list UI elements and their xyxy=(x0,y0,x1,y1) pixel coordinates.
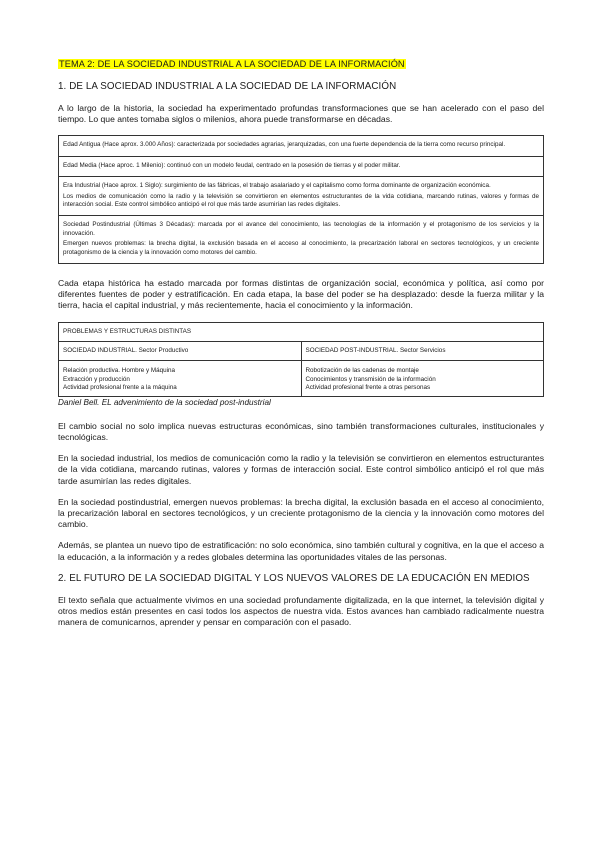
postindustrial-item: Actividad profesional frente a otras personas xyxy=(305,384,431,392)
industrial-item: Extracción y producción xyxy=(63,375,130,383)
paragraph-industrial-media: En la sociedad industrial, los medios de comunicación como la radio y la televisión se convirtieron en elementos estructurantes de la vida cotidiana, marcando rutinas, valores y formas de interacción social. Este control simbólico anticipó el rol que más tarde asumirían las redes digitales. xyxy=(58,453,544,486)
paragraph-stratification: Además, se plantea un nuevo tipo de estratificación: no solo económica, sino también cultural y cognitiva, en la que el acceso a la educación, a la información y a redes globales determina las oportunidades vitales de las personas. xyxy=(58,540,544,562)
postindustrial-item: Conocimientos y transmisión de la información xyxy=(305,375,436,383)
era-row-industrial xyxy=(59,176,543,215)
era-postindustrial-text: Sociedad Postindustrial (Últimas 3 Décadas): marcada por el avance del conocimiento, las tecnologías de la información y el protagonismo de los servicios y la innovación. xyxy=(63,221,539,237)
postindustrial-item: Robotización de las cadenas de montaje xyxy=(305,367,419,375)
table-caption: Daniel Bell. EL advenimiento de la sociedad post-industrial xyxy=(58,397,271,407)
industrial-column-title: SOCIEDAD INDUSTRIAL. Sector Productivo xyxy=(59,342,301,361)
problems-table-header: PROBLEMAS Y ESTRUCTURAS DISTINTAS xyxy=(59,323,543,342)
stages-paragraph: Cada etapa histórica ha estado marcada por formas distintas de organización social, económica y política, así como por diferentes fuentes de poder y estratificación. En cada etapa, la base del poder se ha desplazado: desde la fuerza militar y la tierra, hacia el capital industrial, y más recientemente, hacia el conocimiento y la información. xyxy=(58,278,544,311)
section-2-paragraph: El texto señala que actualmente vivimos en una sociedad profundamente digitalizada, en la que internet, la televisión digital y otros medios están presentes en casi todos los aspectos de nuestra vida. Estos avances han cambiado radicalmente nuestra manera de comunicarnos, aprender y pensar en comparación con el pasado. xyxy=(58,594,544,628)
document-page xyxy=(58,54,544,638)
paragraph-postindustrial-problems: En la sociedad postindustrial, emergen nuevos problemas: la brecha digital, la exclusión basada en el acceso al conocimiento, la precarización laboral en sectores tecnológicos, y un creciente protagonismo de la ciencia y la innovación como motores del cambio. xyxy=(58,496,544,530)
era-row-media xyxy=(59,156,543,176)
era-industrial-media-text: Los medios de comunicación como la radio y la televisión se convirtieron en elementos estructurantes de la vida cotidiana, marcando rutinas, valores y formas de interacción social. Este control simbólico anticipó el rol que más tarde asumirían las redes digitales. xyxy=(63,192,539,209)
industrial-item: Relación productiva. Hombre y Máquina xyxy=(63,367,176,375)
problems-table-columns xyxy=(59,342,543,396)
era-media-text: Edad Media (Hace aproc. 1 Milenio): continuó con un modelo feudal, centrado en la posesión de tierras y el poder militar. xyxy=(63,161,401,169)
topic-title: TEMA 2: DE LA SOCIEDAD INDUSTRIAL A LA SOCIEDAD DE LA INFORMACIÓN xyxy=(59,59,405,69)
eras-table xyxy=(58,135,544,264)
problems-table xyxy=(58,322,544,397)
era-row-antigua xyxy=(59,136,543,155)
section-2-title: 2. EL FUTURO DE LA SOCIEDAD DIGITAL Y LOS NUEVOS VALORES DE LA EDUCACIÓN EN MEDIOS xyxy=(58,572,530,584)
era-industrial-text: Era Industrial (Hace aprox. 1 Siglo): surgimiento de las fábricas, el trabajo asalariado y el capitalismo como forma dominante de organización económica. xyxy=(63,182,491,190)
era-postindustrial-problems-text: Emergen nuevos problemas: la brecha digital, la exclusión basada en el acceso al conocimiento, la precarización laboral en sectores tecnológicos, y un creciente protagonismo de la ciencia y la innovación como motores del cambio. xyxy=(63,240,539,256)
postindustrial-column xyxy=(302,342,544,396)
postindustrial-column-title: SOCIEDAD POST-INDUSTRIAL. Sector Servicios xyxy=(302,342,544,361)
industrial-column-items xyxy=(59,361,301,395)
intro-paragraph: A lo largo de la historia, la sociedad ha experimentado profundas transformaciones que se han acelerado con el paso del tiempo. Lo que antes tomaba siglos o milenios, ahora puede transformarse en décadas. xyxy=(58,103,544,125)
section-1-title: 1. DE LA SOCIEDAD INDUSTRIAL A LA SOCIEDAD DE LA INFORMACIÓN xyxy=(58,81,397,92)
era-antigua-text: Edad Antigua (Hace aprox. 3.000 Años): caracterizada por sociedades agrarias, jerarquizadas, con una fuerte dependencia de la tierra como recurso principal. xyxy=(63,141,506,149)
postindustrial-column-items xyxy=(302,361,544,395)
era-row-postindustrial xyxy=(59,215,543,263)
industrial-column xyxy=(59,342,302,396)
paragraph-social-change: El cambio social no solo implica nuevas estructuras económicas, sino también transformaciones culturales, institucionales y tecnológicas. xyxy=(58,420,544,442)
industrial-item: Actividad profesional frente a la máquina xyxy=(63,384,177,392)
